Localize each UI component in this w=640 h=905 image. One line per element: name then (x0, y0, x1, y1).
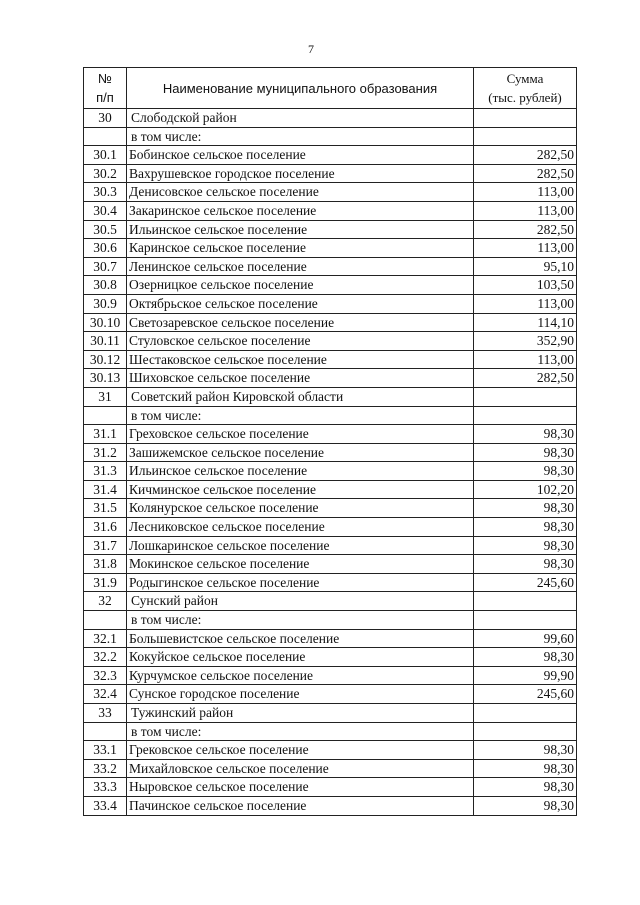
row-name: Курчумское сельское поселение (127, 666, 474, 685)
row-number: 30.10 (84, 313, 127, 332)
row-name: Светозаревское сельское поселение (127, 313, 474, 332)
table-row (84, 201, 577, 220)
table-row (84, 443, 577, 462)
row-sum: 98,30 (474, 759, 577, 778)
row-number: 30.3 (84, 183, 127, 202)
row-number: 31.6 (84, 518, 127, 537)
row-name: Ныровское сельское поселение (127, 778, 474, 797)
table-header (84, 68, 577, 109)
row-number: 30.7 (84, 257, 127, 276)
table-row (84, 313, 577, 332)
table-row (84, 332, 577, 351)
district-row (84, 592, 577, 611)
table-row (84, 350, 577, 369)
row-name: Кичминское сельское поселение (127, 480, 474, 499)
subheading-row (84, 611, 577, 630)
row-name: Пачинское сельское поселение (127, 796, 474, 815)
header-row (84, 68, 577, 109)
row-number: 31.8 (84, 555, 127, 574)
row-name: Лесниковское сельское поселение (127, 518, 474, 537)
row-sum: 98,30 (474, 536, 577, 555)
row-name: Родыгинское сельское поселение (127, 573, 474, 592)
row-number: 30 (84, 109, 127, 128)
page-number: 7 (308, 42, 314, 56)
row-number: 32.3 (84, 666, 127, 685)
row-name: Бобинское сельское поселение (127, 146, 474, 165)
row-number (84, 406, 127, 425)
table-row (84, 294, 577, 313)
row-number: 32.1 (84, 629, 127, 648)
row-sum: 113,00 (474, 201, 577, 220)
row-name: Советский район Кировской области (127, 387, 474, 406)
row-name: Лошкаринское сельское поселение (127, 536, 474, 555)
table-row (84, 796, 577, 815)
table-row (84, 425, 577, 444)
table-row (84, 480, 577, 499)
table-row (84, 629, 577, 648)
row-sum: 282,50 (474, 146, 577, 165)
row-sum (474, 127, 577, 146)
row-sum (474, 611, 577, 630)
row-name: в том числе: (127, 127, 474, 146)
row-number: 32.4 (84, 685, 127, 704)
row-sum (474, 406, 577, 425)
table-row (84, 778, 577, 797)
header-name: Наименование муниципального образования (127, 68, 474, 109)
table-row (84, 257, 577, 276)
row-sum (474, 704, 577, 723)
row-sum: 245,60 (474, 685, 577, 704)
row-sum: 98,30 (474, 778, 577, 797)
row-number: 32.2 (84, 648, 127, 667)
row-number: 31.3 (84, 462, 127, 481)
row-number: 30.4 (84, 201, 127, 220)
row-sum: 113,00 (474, 294, 577, 313)
row-name: Закаринское сельское поселение (127, 201, 474, 220)
row-sum: 113,00 (474, 350, 577, 369)
table-row (84, 183, 577, 202)
row-sum: 99,90 (474, 666, 577, 685)
row-sum: 95,10 (474, 257, 577, 276)
row-name: Денисовское сельское поселение (127, 183, 474, 202)
row-sum: 99,60 (474, 629, 577, 648)
row-sum: 282,50 (474, 369, 577, 388)
row-number: 30.9 (84, 294, 127, 313)
row-sum: 102,20 (474, 480, 577, 499)
row-number: 33 (84, 704, 127, 723)
table-row (84, 462, 577, 481)
row-sum: 98,30 (474, 425, 577, 444)
district-row (84, 387, 577, 406)
row-number: 30.2 (84, 164, 127, 183)
row-sum: 98,30 (474, 648, 577, 667)
row-number: 30.8 (84, 276, 127, 295)
row-number: 30.6 (84, 239, 127, 258)
header-sum (474, 68, 577, 109)
header-number-abbrev: п/п (96, 90, 114, 105)
row-sum: 103,50 (474, 276, 577, 295)
row-sum: 114,10 (474, 313, 577, 332)
header-sum-unit: (тыс. рублей) (488, 90, 562, 105)
row-sum: 98,30 (474, 462, 577, 481)
row-number: 31.7 (84, 536, 127, 555)
row-name: Тужинский район (127, 704, 474, 723)
row-name: Михайловское сельское поселение (127, 759, 474, 778)
row-sum: 113,00 (474, 239, 577, 258)
district-row (84, 704, 577, 723)
row-number: 30.12 (84, 350, 127, 369)
row-name: Октябрьское сельское поселение (127, 294, 474, 313)
row-sum (474, 722, 577, 741)
header-number (84, 68, 127, 109)
row-number: 30.1 (84, 146, 127, 165)
table-row (84, 276, 577, 295)
row-sum: 98,30 (474, 555, 577, 574)
row-number: 30.13 (84, 369, 127, 388)
table-row (84, 648, 577, 667)
header-number-symbol: № (98, 71, 112, 86)
row-number (84, 722, 127, 741)
row-sum: 98,30 (474, 741, 577, 760)
row-name: Ленинское сельское поселение (127, 257, 474, 276)
row-number: 31.5 (84, 499, 127, 518)
row-name: Сунское городское поселение (127, 685, 474, 704)
row-name: Ильинское сельское поселение (127, 462, 474, 481)
table-row (84, 666, 577, 685)
row-name: Зашижемское сельское поселение (127, 443, 474, 462)
row-number: 31 (84, 387, 127, 406)
row-sum (474, 109, 577, 128)
row-sum: 282,50 (474, 164, 577, 183)
row-sum (474, 387, 577, 406)
row-number: 30.5 (84, 220, 127, 239)
row-sum: 98,30 (474, 443, 577, 462)
row-name: Грековское сельское поселение (127, 741, 474, 760)
row-number: 31.9 (84, 573, 127, 592)
row-name: Шиховское сельское поселение (127, 369, 474, 388)
table-row (84, 239, 577, 258)
row-name: в том числе: (127, 722, 474, 741)
row-sum: 352,90 (474, 332, 577, 351)
row-number: 30.11 (84, 332, 127, 351)
row-number: 32 (84, 592, 127, 611)
row-name: Ильинское сельское поселение (127, 220, 474, 239)
row-number: 33.2 (84, 759, 127, 778)
row-name: Озерницкое сельское поселение (127, 276, 474, 295)
row-name: в том числе: (127, 611, 474, 630)
table-row (84, 146, 577, 165)
row-name: Шестаковское сельское поселение (127, 350, 474, 369)
table-row (84, 685, 577, 704)
row-sum: 245,60 (474, 573, 577, 592)
row-name: Греховское сельское поселение (127, 425, 474, 444)
row-name: Колянурское сельское поселение (127, 499, 474, 518)
table-row (84, 499, 577, 518)
row-number: 33.3 (84, 778, 127, 797)
table-row (84, 220, 577, 239)
row-number: 31.4 (84, 480, 127, 499)
row-name: Стуловское сельское поселение (127, 332, 474, 351)
row-sum: 98,30 (474, 518, 577, 537)
table-row (84, 164, 577, 183)
row-name: Сунский район (127, 592, 474, 611)
header-sum-title: Сумма (506, 71, 544, 86)
district-row (84, 109, 577, 128)
row-number: 33.1 (84, 741, 127, 760)
row-sum: 113,00 (474, 183, 577, 202)
table-row (84, 573, 577, 592)
row-number: 33.4 (84, 796, 127, 815)
row-number: 31.2 (84, 443, 127, 462)
row-name: в том числе: (127, 406, 474, 425)
row-sum: 98,30 (474, 796, 577, 815)
table-row (84, 741, 577, 760)
subheading-row (84, 722, 577, 741)
row-number (84, 611, 127, 630)
row-number (84, 127, 127, 146)
table-body (84, 109, 577, 816)
table-row (84, 518, 577, 537)
row-sum (474, 592, 577, 611)
allocation-table (83, 67, 577, 816)
row-sum: 282,50 (474, 220, 577, 239)
subheading-row (84, 127, 577, 146)
row-sum: 98,30 (474, 499, 577, 518)
table-row (84, 759, 577, 778)
row-name: Каринское сельское поселение (127, 239, 474, 258)
table-row (84, 555, 577, 574)
subheading-row (84, 406, 577, 425)
table-row (84, 536, 577, 555)
row-name: Слободской район (127, 109, 474, 128)
row-name: Мокинское сельское поселение (127, 555, 474, 574)
row-name: Большевистское сельское поселение (127, 629, 474, 648)
row-name: Вахрушевское городское поселение (127, 164, 474, 183)
row-name: Кокуйское сельское поселение (127, 648, 474, 667)
row-number: 31.1 (84, 425, 127, 444)
table-row (84, 369, 577, 388)
